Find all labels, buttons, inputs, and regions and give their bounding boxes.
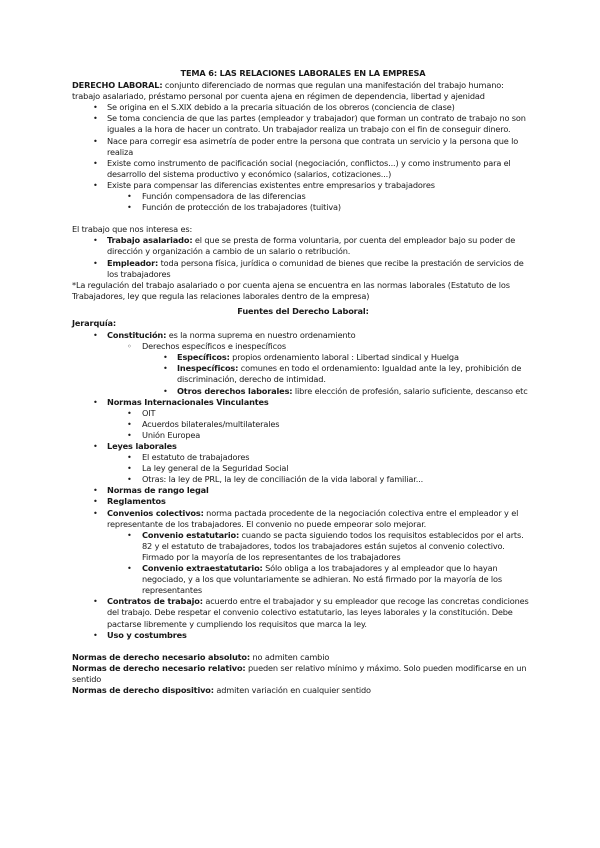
list-item: • Unión Europea — [107, 430, 534, 441]
list-item: • Función de protección de los trabajadores (tuitiva) — [107, 202, 534, 213]
fuentes-heading: Fuentes del Derecho Laboral: — [237, 305, 369, 316]
list-item — [72, 258, 534, 280]
list-item: • El estatuto de trabajadores — [107, 452, 534, 463]
norma-relativo — [72, 663, 534, 685]
list-item-text: libre elección de profesión, salario suficiente, descanso etc — [292, 385, 528, 396]
list-item-text: toda persona física, jurídica o comunidad de bienes que recibe la prestación de servicios de los trabajadores — [107, 257, 524, 279]
interes-intro: El trabajo que nos interesa es: — [72, 224, 193, 235]
list-item-text: Sólo obliga a los trabajadores y al empleador que lo hayan negociado, y a los que voluntariamente se adhieran. No está firmado por la mayoría de los representantes — [142, 563, 502, 596]
regulation-note: *La regulación del trabajo asalariado o por cuenta ajena se encuentra en las normas laborales (Estatuto de los Trabajadores, ley que regula las relaciones laborales dentro de la empresa) — [72, 279, 510, 301]
term: Convenio estatutario: — [142, 529, 240, 540]
list-item-text: norma pactada procedente de la negociación colectiva entre el empleador y el representante de los trabajadores. El convenio no puede empeorar solo mejorar. — [107, 507, 519, 529]
jerarquia-list — [72, 330, 534, 641]
list-item — [72, 180, 534, 213]
list-item: • OIT — [107, 408, 534, 419]
list-item: • Función compensadora de las diferencias — [107, 191, 534, 202]
list-item — [72, 508, 534, 597]
list-item — [72, 496, 534, 507]
list-item — [72, 235, 534, 257]
term: Normas de derecho dispositivo: — [72, 684, 214, 695]
list-item: • Otras: la ley de PRL, la ley de conciliación de la vida laboral y familiar... — [107, 474, 534, 485]
list-item: • Nace para corregir esa asimetría de poder entre la persona que contrata un servicio y la persona que lo realiza — [72, 136, 534, 158]
list-item — [142, 363, 534, 385]
document-page — [72, 68, 534, 696]
term: Específicos: — [177, 352, 230, 363]
list-item: • Se toma conciencia de que las partes (empleador y trabajador) que forman un contrato de trabajo no son iguales a la hora de hacer un contrato. Un trabajador realiza un trabajo con el fin de conseguir dinero. — [72, 113, 534, 135]
norma-text: no admiten cambio — [250, 651, 330, 662]
term: Uso y costumbres — [107, 629, 187, 640]
list-item — [142, 352, 534, 363]
list-item: • Existe como instrumento de pacificación social (negociación, conflictos...) y como instrumento para el desarrollo del sistema productivo y económico (salarios, cotizaciones...) — [72, 158, 534, 180]
term: Otros derechos laborales: — [177, 385, 293, 396]
list-item — [107, 341, 534, 396]
sub-list — [107, 341, 534, 396]
list-item: • Se origina en el S.XIX debido a la precaria situación de los obreros (conciencia de clase) — [72, 102, 534, 113]
term: Inespecíficos: — [177, 363, 239, 374]
norma-dispositivo — [72, 685, 534, 696]
sub-list — [107, 191, 534, 213]
term: Empleador: — [107, 257, 159, 268]
derecho-bullet-list — [72, 102, 534, 213]
list-item — [72, 485, 534, 496]
term: Convenio extraestatutario: — [142, 563, 263, 574]
term: Normas de rango legal — [107, 485, 209, 496]
term: Leyes laborales — [107, 441, 177, 451]
list-item-text: acuerdo entre el trabajador y su empleador que recoge las concretas condiciones del trabajo. Debe respetar el convenio colectivo estatutario, las leyes laborales y la constitución. Debe pactarse libremente y cumpliendo los requisitos que marca la ley. — [107, 596, 529, 629]
list-item — [107, 530, 534, 563]
term: DERECHO LABORAL: — [72, 80, 163, 91]
list-item-text: Derechos específicos e inespecíficos — [142, 341, 286, 352]
derecho-laboral-definition — [72, 80, 534, 102]
term: Normas Internacionales Vinculantes — [107, 396, 269, 407]
term: Convenios colectivos: — [107, 507, 204, 518]
term: Constitución: — [107, 330, 167, 341]
list-item-text: es la norma suprema en nuestro ordenamiento — [166, 330, 356, 341]
list-item-text: el que se presta de forma voluntaria, por cuenta del empleador bajo su poder de dirección y organización a cambio de un salario o retribución. — [107, 235, 516, 257]
jerarquia-heading: Jerarquía: — [72, 317, 116, 328]
list-item-text: cuando se pacta siguiendo todos los requisitos establecidos por el arts. 82 y el estatuto de trabajadores, todos los trabajadores están sujetos al convenio colectivo. Firmado por la mayoría de los representantes de los trabajadores — [142, 529, 524, 562]
sub-list — [107, 530, 534, 597]
list-item — [72, 630, 534, 641]
term: Contratos de trabajo: — [107, 596, 203, 607]
norma-text: admiten variación en cualquier sentido — [213, 684, 371, 695]
interes-list — [72, 235, 534, 279]
list-item — [142, 386, 534, 397]
definition-text: conjunto diferenciado de normas que regulan una manifestación del trabajo humano: trabajo asalariado, préstamo personal por cuenta ajena en régimen de dependencia, libertad y ajenidad — [72, 80, 504, 102]
sub-list — [107, 452, 534, 485]
term: Normas de derecho necesario absoluto: — [72, 651, 251, 662]
list-item — [72, 397, 534, 441]
sub-sub-list — [142, 352, 534, 396]
term: Trabajo asalariado: — [107, 235, 193, 246]
list-item — [107, 563, 534, 596]
norma-text: pueden ser relativo mínimo y máximo. Solo pueden modificarse en un sentido — [72, 662, 527, 684]
list-item: • Acuerdos bilaterales/multilaterales — [107, 419, 534, 430]
list-item: • La ley general de la Seguridad Social — [107, 463, 534, 474]
term: Reglamentos — [107, 496, 166, 507]
list-item-text: Existe para compensar las diferencias existentes entre empresarios y trabajadores — [107, 179, 435, 190]
list-item — [72, 441, 534, 485]
norma-absoluto — [72, 652, 534, 663]
list-item-text: propios ordenamiento laboral : Libertad sindical y Huelga — [229, 352, 459, 363]
list-item-text: comunes en todo el ordenamiento: Igualdad ante la ley, prohibición de discriminación, derecho de intimidad. — [177, 363, 522, 385]
sub-list — [107, 408, 534, 441]
page-title: TEMA 6: LAS RELACIONES LABORALES EN LA EMPRESA — [180, 68, 426, 78]
list-item — [72, 596, 534, 629]
term: Normas de derecho necesario relativo: — [72, 662, 246, 673]
list-item — [72, 330, 534, 397]
